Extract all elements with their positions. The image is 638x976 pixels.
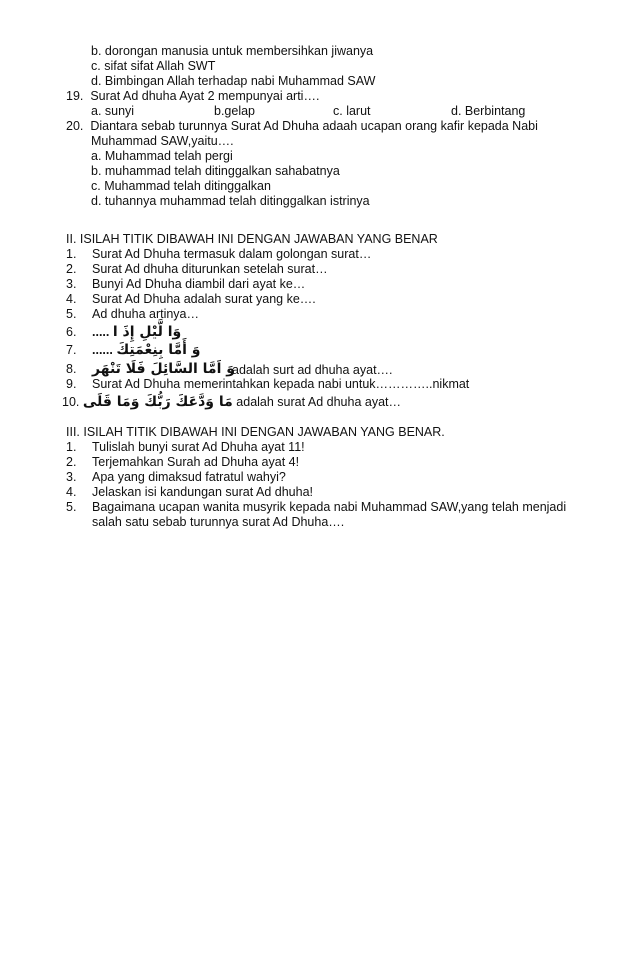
list-item-7 [66,341,201,359]
list-item [66,262,328,277]
q19-option-c: c. larut [333,104,371,118]
item-number: 5. [66,500,77,514]
item-text: Surat Ad Dhuha adalah surat yang ke…. [92,292,316,306]
arabic-text: وَ اَمَّا السَّائِلَ فَلَا تَنْهَر [92,361,235,377]
list-item [66,292,316,307]
q20-option-c: c. Muhammad telah ditinggalkan [91,179,271,193]
question-20-continuation: Muhammad SAW,yaitu…. [91,134,234,148]
item-number: 3. [66,277,77,291]
item-number: 9. [66,377,77,391]
item-text: Terjemahkan Surah ad Dhuha ayat 4! [92,455,300,469]
item-text: Apa yang dimaksud fatratul wahyi? [92,470,286,484]
item-number: 2. [66,262,77,276]
question-number: 20. [66,119,84,133]
item-dots: ..... [92,325,110,339]
option-c: c. sifat sifat Allah SWT [91,59,216,73]
question-text: Surat Ad dhuha Ayat 2 mempunyai arti…. [90,89,320,103]
item-text: adalah surat Ad dhuha ayat… [236,395,402,409]
item-number: 4. [66,485,77,499]
item-text: Jelaskan isi kandungan surat Ad dhuha! [92,485,313,499]
q20-option-d: d. tuhannya muhammad telah ditinggalkan istrinya [91,194,370,208]
item-text: adalah surt ad dhuha ayat…. [232,363,393,377]
item-number: 10. [62,395,80,409]
list-item [66,455,299,470]
item-text: Ad dhuha artinya… [92,307,200,321]
arabic-text: مَا وَدَّعَكَ رَبُّكَ وَمَا قَلَى [82,394,233,410]
section-3-heading: III. ISILAH TITIK DIBAWAH INI DENGAN JAWABAN YANG BENAR. [66,425,445,439]
item-number: 8. [66,362,77,376]
arabic-text: وَا لَّيْلِ إِذَ ا [112,324,182,340]
question-19 [66,89,319,104]
item-text: Tulislah bunyi surat Ad Dhuha ayat 11! [92,440,305,454]
q20-option-a: a. Muhammad telah pergi [91,149,233,163]
question-20 [66,119,538,134]
item-number: 2. [66,455,77,469]
list-item [66,470,286,485]
section-2-heading: II. ISILAH TITIK DIBAWAH INI DENGAN JAWABAN YANG BENAR [66,232,438,246]
list-item [66,500,566,515]
item-number: 3. [66,470,77,484]
list-item-continuation: salah satu sebab turunnya surat Ad Dhuha…. [92,515,345,529]
list-item [66,307,199,322]
list-item-10 [62,393,401,411]
item-text: Surat Ad Dhuha memerintahkan kepada nabi untuk…………..nikmat [92,377,470,391]
item-text: Surat Ad Dhuha termasuk dalam golongan surat… [92,247,372,261]
q19-option-a: a. sunyi [91,104,135,118]
list-item [66,440,305,455]
option-d: d. Bimbingan Allah terhadap nabi Muhammad SAW [91,74,376,88]
item-number: 7. [66,343,77,357]
item-dots: ...... [92,343,113,357]
item-text: Bagaimana ucapan wanita musyrik kepada nabi Muhammad SAW,yang telah menjadi [92,500,567,514]
option-b: b. dorongan manusia untuk membersihkan jiwanya [91,44,374,58]
arabic-text: وَ أَمَّا بِنِعْمَتِكَ [116,342,201,358]
item-text: Surat Ad dhuha diturunkan setelah surat… [92,262,328,276]
question-text: Diantara sebab turunnya Surat Ad Dhuha adaah ucapan orang kafir kepada Nabi [90,119,538,133]
item-number: 1. [66,247,77,261]
q19-option-d: d. Berbintang [451,104,526,118]
item-number: 4. [66,292,77,306]
list-item-9 [66,377,469,392]
item-number: 5. [66,307,77,321]
list-item [66,277,305,292]
item-number: 1. [66,440,77,454]
item-text: Bunyi Ad Dhuha diambil dari ayat ke… [92,277,306,291]
q19-option-b: b.gelap [214,104,256,118]
list-item [66,485,313,500]
list-item-6 [66,323,181,341]
list-item [66,247,371,262]
list-item-8 [66,360,393,378]
q20-option-b: b. muhammad telah ditinggalkan sahabatnya [91,164,340,178]
item-number: 6. [66,325,77,339]
question-number: 19. [66,89,84,103]
